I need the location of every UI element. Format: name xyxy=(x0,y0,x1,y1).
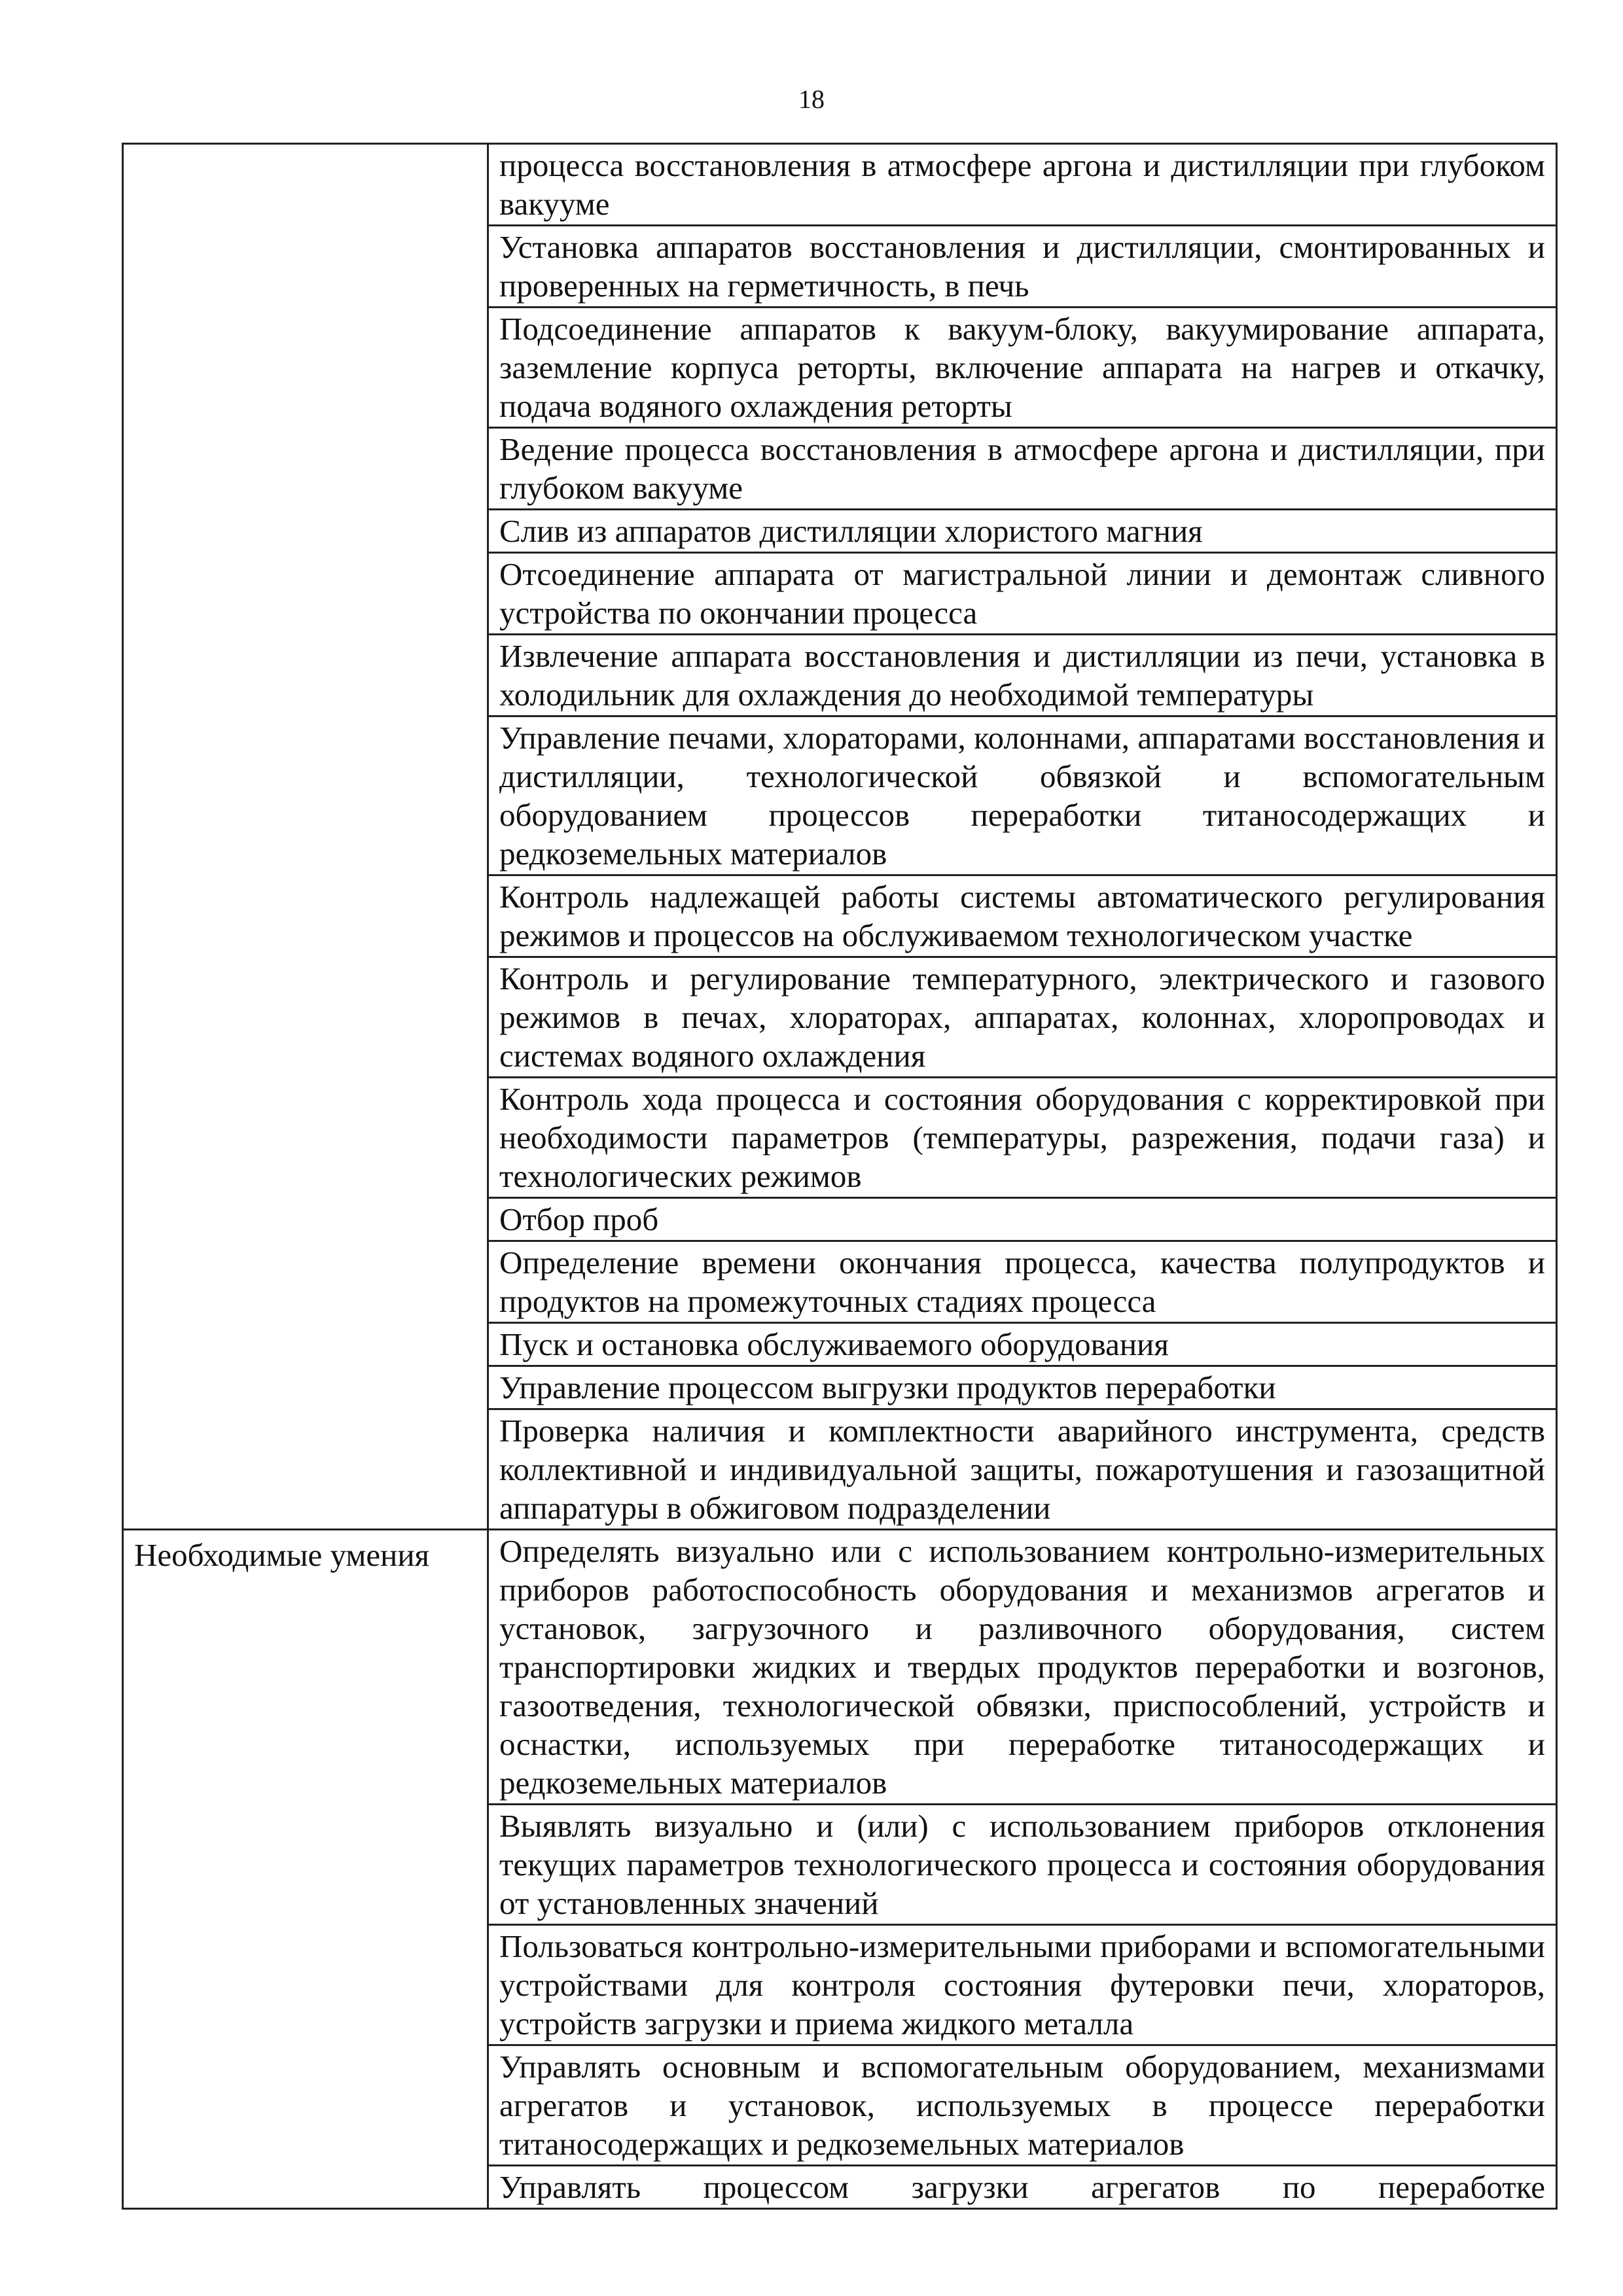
labor-action-item: Отбор проб xyxy=(488,1198,1557,1241)
table-body xyxy=(123,144,1557,2209)
requirements-table xyxy=(122,143,1558,2210)
labor-action-item: Ведение процесса восстановления в атмосфере аргона и дистилляции, при глубоком вакууме xyxy=(488,428,1557,510)
skill-item: Определять визуально или с использованием контрольно-измерительных приборов работоспособность оборудования и механизмов агрегатов и установок, загрузочного и разливочного оборудования, систем транспортировки жидких и твердых продуктов переработки и возгонов, газоотведения, технологической обвязки, приспособлений, устройств и оснастки, используемых при переработке титаносодержащих и редкоземельных материалов xyxy=(488,1530,1557,1805)
table-row xyxy=(123,144,1557,226)
labor-action-item: Подсоединение аппаратов к вакуум-блоку, вакуумирование аппарата, заземление корпуса реторты, включение аппарата на нагрев и откачку, подача водяного охлаждения реторты xyxy=(488,308,1557,428)
labor-action-item: Проверка наличия и комплектности аварийного инструмента, средств коллективной и индивидуальной защиты, пожаротушения и газозащитной аппаратуры в обжиговом подразделении xyxy=(488,1409,1557,1530)
labor-action-item: Контроль хода процесса и состояния оборудования с корректировкой при необходимости параметров (температуры, разрежения, подачи газа) и технологических режимов xyxy=(488,1078,1557,1198)
skill-item: Управлять основным и вспомогательным оборудованием, механизмами агрегатов и установок, используемых в процессе переработки титаносодержащих и редкоземельных материалов xyxy=(488,2045,1557,2166)
labor-action-item: Пуск и остановка обслуживаемого оборудования xyxy=(488,1323,1557,1366)
row-label-skills: Необходимые умения xyxy=(123,1530,488,2209)
skill-item: Выявлять визуально и (или) с использованием приборов отклонения текущих параметров технологического процесса и состояния оборудования от установленных значений xyxy=(488,1805,1557,1925)
labor-action-item: Управление процессом выгрузки продуктов переработки xyxy=(488,1366,1557,1409)
labor-action-item: Контроль надлежащей работы системы автоматического регулирования режимов и процессов на обслуживаемом технологическом участке xyxy=(488,875,1557,957)
skill-item: Управлять процессом загрузки агрегатов по переработке xyxy=(488,2166,1557,2209)
labor-action-item: Отсоединение аппарата от магистральной линии и демонтаж сливного устройства по окончании процесса xyxy=(488,553,1557,635)
labor-action-item: Контроль и регулирование температурного, электрического и газового режимов в печах, хлораторах, аппаратах, колоннах, хлоропроводах и системах водяного охлаждения xyxy=(488,957,1557,1078)
page-number: 18 xyxy=(798,84,825,114)
labor-action-item: Извлечение аппарата восстановления и дистилляции из печи, установка в холодильник для охлаждения до необходимой температуры xyxy=(488,635,1557,716)
labor-action-item: Управление печами, хлораторами, колоннами, аппаратами восстановления и дистилляции, технологической обвязкой и вспомогательным оборудованием процессов переработки титаносодержащих и редкоземельных материалов xyxy=(488,716,1557,875)
labor-action-item: Установка аппаратов восстановления и дистилляции, смонтированных и проверенных на герметичность, в печь xyxy=(488,226,1557,308)
labor-action-item: Слив из аппаратов дистилляции хлористого магния xyxy=(488,510,1557,553)
labor-action-item: Определение времени окончания процесса, качества полупродуктов и продуктов на промежуточных стадиях процесса xyxy=(488,1241,1557,1323)
row-label-empty xyxy=(123,144,488,1530)
table-row xyxy=(123,1530,1557,1805)
skill-item: Пользоваться контрольно-измерительными приборами и вспомогательными устройствами для контроля состояния футеровки печи, хлораторов, устройств загрузки и приема жидкого металла xyxy=(488,1925,1557,2045)
labor-action-item: процесса восстановления в атмосфере аргона и дистилляции при глубоком вакууме xyxy=(488,144,1557,226)
